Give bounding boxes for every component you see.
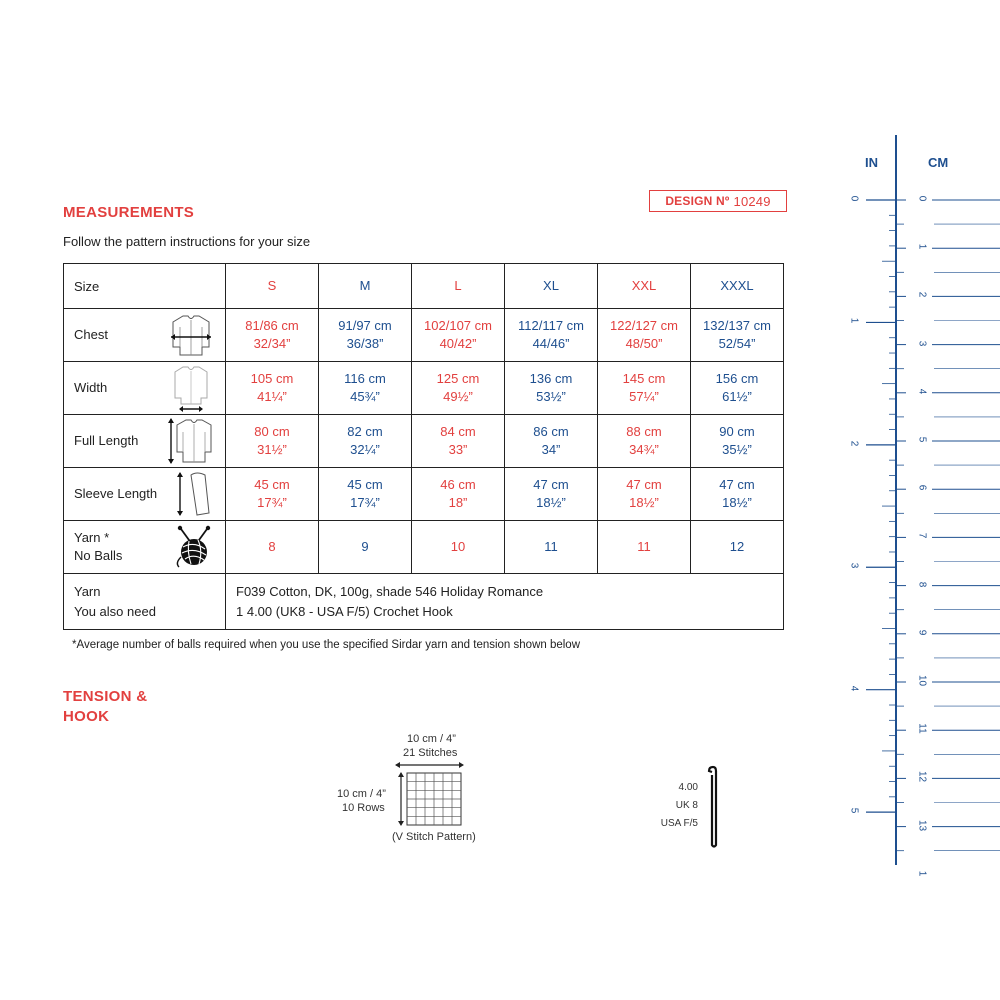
full-length-icon [167, 416, 215, 466]
inch-tick-label-0: 0 [848, 195, 860, 202]
size-l: L [412, 264, 505, 309]
measurements-table [63, 263, 784, 630]
sleeve-length-label-cell [64, 468, 226, 521]
ruler-in-label: IN [865, 155, 878, 170]
inch-tick-label-3: 3 [848, 563, 860, 569]
yarn-balls-xl: 11 [505, 521, 598, 574]
cm-tick-label-6: 6 [916, 484, 928, 491]
swatch-grid-icon [330, 733, 500, 831]
chest-xxxl: 132/137 cm 52/54” [691, 309, 784, 362]
measuring-ruler [830, 135, 1000, 877]
yarn-balls-l: 10 [412, 521, 505, 574]
hook-size-uk: UK 8 [675, 800, 698, 811]
full-length-xl: 86 cm 34” [505, 415, 598, 468]
full-length-label: Full Length [74, 433, 139, 448]
cm-tick-label-12: 12 [916, 771, 928, 783]
width-m: 116 cm 45¾” [319, 362, 412, 415]
sleeve-length-l: 46 cm 18” [412, 468, 505, 521]
sleeve-length-s: 45 cm 17¾” [226, 468, 319, 521]
crochet-hook-icon [705, 765, 725, 849]
footnote: *Average number of balls required when you use the specified Sirdar yarn and tension shown below [72, 639, 581, 651]
size-m: M [319, 264, 412, 309]
chest-label-cell [64, 309, 226, 362]
yarn-info-label: Yarn You also need [64, 574, 226, 630]
inch-tick-label-4: 4 [848, 685, 860, 691]
full-length-xxl: 88 cm 34¾” [598, 415, 691, 468]
cm-tick-label-4: 4 [916, 388, 928, 395]
width-label-cell [64, 362, 226, 415]
chest-label: Chest [74, 327, 108, 342]
swatch-width-label: 10 cm / 4” [407, 733, 456, 745]
yarn-balls-label: Yarn * No Balls [74, 530, 123, 563]
design-number-badge [649, 190, 787, 212]
yarn-info-value: F039 Cotton, DK, 100g, shade 546 Holiday Romance 1 4.00 (UK8 - USA F/5) Crochet Hook [226, 574, 784, 630]
width-xxxl: 156 cm 61½” [691, 362, 784, 415]
chest-xxl: 122/127 cm 48/50” [598, 309, 691, 362]
cm-tick-label-9: 9 [916, 629, 928, 636]
size-label: Size [64, 264, 226, 309]
swatch-pattern-label: (V Stitch Pattern) [392, 831, 476, 843]
sleeve-length-xl: 47 cm 18½” [505, 468, 598, 521]
tension-heading: TENSION & HOOK [63, 688, 148, 725]
cm-tick-label-8: 8 [916, 581, 928, 587]
width-label: Width [74, 380, 108, 395]
tension-swatch [330, 733, 500, 848]
design-prefix: DESIGN Nº [665, 194, 730, 208]
width-xl: 136 cm 53½” [505, 362, 598, 415]
full-length-m: 82 cm 32¼” [319, 415, 412, 468]
chest-xl: 112/117 cm 44/46” [505, 309, 598, 362]
inch-tick-label-2: 2 [848, 440, 860, 447]
yarn-balls-label-cell [64, 521, 226, 574]
measurements-heading: MEASUREMENTS [63, 204, 195, 221]
swatch-stitches-label: 21 Stitches [403, 747, 458, 759]
yarn-balls-xxxl: 12 [691, 521, 784, 574]
hook-size-usa: USA F/5 [660, 818, 698, 829]
cm-tick-label-11: 11 [916, 723, 928, 734]
full-length-xxxl: 90 cm 35½” [691, 415, 784, 468]
yarn-balls-xxl: 11 [598, 521, 691, 574]
cm-tick-label-5: 5 [916, 436, 928, 443]
design-number: 10249 [733, 193, 771, 209]
width-icon [167, 364, 215, 412]
chest-icon [167, 311, 215, 359]
table-row-size [64, 264, 784, 309]
ruler-cm-label: CM [928, 155, 949, 170]
width-s: 105 cm 41¼” [226, 362, 319, 415]
size-xxl: XXL [598, 264, 691, 309]
width-xxl: 145 cm 57¼” [598, 362, 691, 415]
cm-tick-label-7: 7 [916, 533, 928, 539]
size-xl: XL [505, 264, 598, 309]
chest-s: 81/86 cm 32/34” [226, 309, 319, 362]
size-xxxl: XXXL [691, 264, 784, 309]
table-row-yarn-info [64, 574, 784, 630]
chest-m: 91/97 cm 36/38” [319, 309, 412, 362]
sleeve-length-xxxl: 47 cm 18½” [691, 468, 784, 521]
table-row-chest [64, 309, 784, 362]
full-length-l: 84 cm 33” [412, 415, 505, 468]
width-l: 125 cm 49½” [412, 362, 505, 415]
table-row-sleeve-length [64, 468, 784, 521]
cm-tick-label-3: 3 [916, 340, 928, 346]
ruler-scale [830, 135, 1000, 865]
cm-tick-label-13: 13 [916, 819, 928, 831]
hook-size-metric: 4.00 [678, 782, 698, 793]
cm-tick-label-1: 1 [916, 243, 928, 250]
table-row-width [64, 362, 784, 415]
table-row-yarn-balls [64, 521, 784, 574]
cm-tick-label-0: 0 [916, 195, 928, 202]
table-row-full-length [64, 415, 784, 468]
yarn-balls-m: 9 [319, 521, 412, 574]
full-length-label-cell [64, 415, 226, 468]
sleeve-length-xxl: 47 cm 18½” [598, 468, 691, 521]
inch-tick-label-1: 1 [848, 318, 860, 324]
size-s: S [226, 264, 319, 309]
swatch-rows-label: 10 Rows [342, 802, 385, 814]
sleeve-length-icon [175, 469, 215, 519]
full-length-s: 80 cm 31½” [226, 415, 319, 468]
crochet-hook-diagram [650, 765, 730, 850]
cm-tick-label-10: 10 [916, 674, 928, 687]
sleeve-length-label: Sleeve Length [74, 486, 158, 501]
yarn-balls-s: 8 [226, 521, 319, 574]
inch-tick-label-5: 5 [848, 807, 860, 814]
swatch-height-label: 10 cm / 4” [337, 788, 386, 800]
yarn-ball-icon [173, 525, 215, 569]
cm-tick-label-2: 2 [916, 292, 928, 298]
chest-l: 102/107 cm 40/42” [412, 309, 505, 362]
cm-tick-label-14: 1 [916, 870, 928, 877]
intro-text: Follow the pattern instructions for your size [63, 234, 311, 249]
sleeve-length-m: 45 cm 17¾” [319, 468, 412, 521]
